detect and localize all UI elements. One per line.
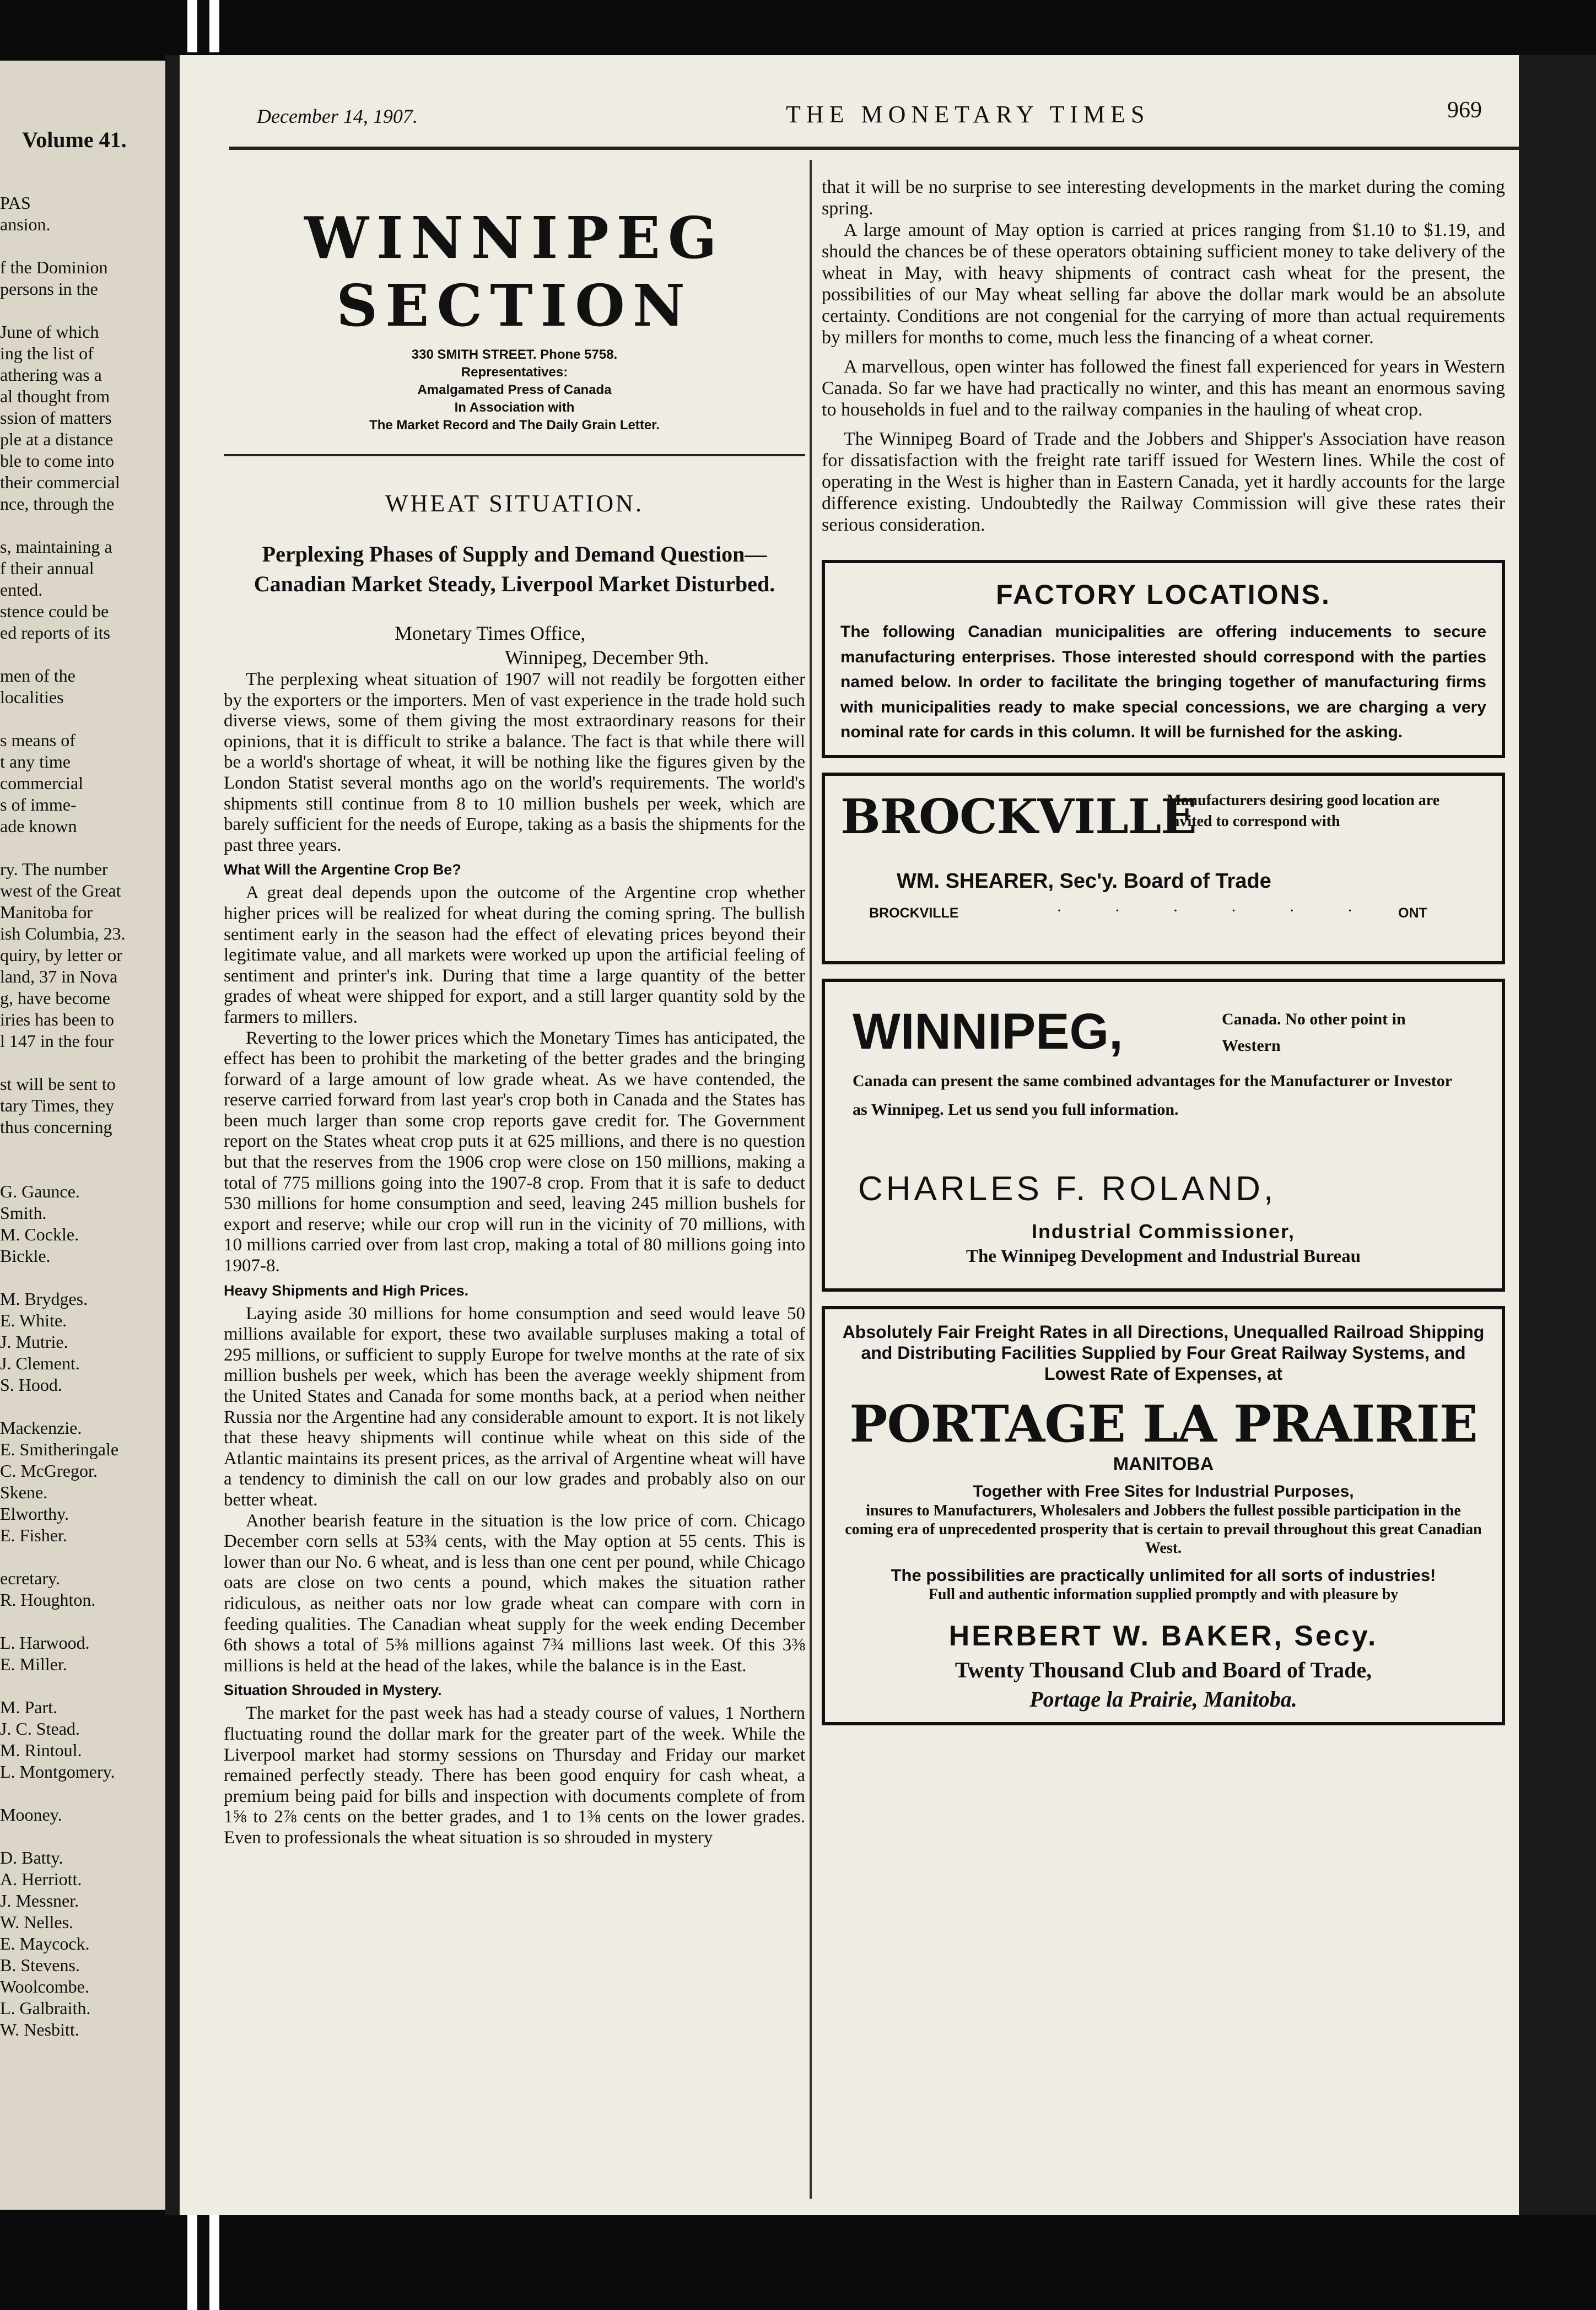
left-page-line: B. Stevens. bbox=[0, 1955, 80, 1975]
left-page-line bbox=[0, 644, 165, 665]
brockville-note: Manufacturers desiring good location are invited to correspond with bbox=[1167, 791, 1440, 830]
article-paragraph: A large amount of May option is carried at prices ranging from $1.10 to $1.19, and should the chances be of these operators obtaining sufficient money to take delivery of the wheat in May, with heavy shipments of contract cash wheat for the present, the possibilities of our May wheat selling far above the dollar mark would be an absolute certainty. Conditions are not congenial for the carrying of more than actual requirements by millers for months to come, much less the financing of a wheat corner. bbox=[822, 220, 1505, 348]
brockville-place: BROCKVILLE bbox=[869, 905, 959, 921]
left-page-line: ented. bbox=[0, 580, 43, 600]
portage-place: Portage la Prairie, Manitoba. bbox=[1029, 1686, 1297, 1712]
article-subhead: What Will the Argentine Crop Be? bbox=[224, 861, 461, 878]
factory-ad-title: FACTORY LOCATIONS. bbox=[996, 579, 1331, 610]
left-page-line: G. Gaunce. bbox=[0, 1181, 80, 1201]
portage-province: MANITOBA bbox=[1113, 1453, 1214, 1475]
winnipeg-contact: CHARLES F. ROLAND, bbox=[858, 1169, 1277, 1208]
left-page-line: M. Cockle. bbox=[0, 1224, 79, 1244]
article-subhead: Heavy Shipments and High Prices. bbox=[224, 1282, 469, 1299]
section-assoc: The Market Record and The Daily Grain Letter. bbox=[369, 418, 660, 433]
issue-date: December 14, 1907. bbox=[257, 105, 418, 127]
left-page-line: J. C. Stead. bbox=[0, 1719, 80, 1739]
dateline-place: Winnipeg, December 9th. bbox=[505, 646, 709, 668]
left-page-line: W. Nelles. bbox=[0, 1912, 74, 1932]
brockville-ad bbox=[822, 773, 1505, 964]
left-page-line: M. Part. bbox=[0, 1697, 57, 1717]
left-page-line bbox=[0, 171, 165, 192]
portage-club: Twenty Thousand Club and Board of Trade, bbox=[955, 1657, 1372, 1682]
portage-ad bbox=[822, 1306, 1505, 1725]
left-page-line: E. White. bbox=[0, 1310, 67, 1330]
article-paragraph: The market for the past week has had a steady course of values, 1 Northern fluctuating round the dollar mark for the greater part of the week. While the Liverpool market had stormy sessions on Thursday and Friday our market remained perfectly steady. There has been good enquiry for cash wheat, a premium being paid for bills and inspection with documents complete of from 1⅝ to 2⅞ cents on the better grades, and 1 to 1⅜ cents on the lower grades. Even to professionals the wheat situation is so shrouded in mystery bbox=[224, 1703, 805, 1848]
article-subhead: Situation Shrouded in Mystery. bbox=[224, 1682, 442, 1699]
left-page-line: west of the Great bbox=[0, 881, 121, 900]
left-page-line: L. Galbraith. bbox=[0, 1998, 91, 2018]
article-paragraph: Laying aside 30 millions for home consumption and seed would leave 50 millions available for export, these two available surpluses making a total of 295 millions, or sufficient to supply Europe for twelve months at the rate of six million bushels per week, which has been the average weekly shipment from the United States and Canada for some months back, at a period when neither Russia nor the Argentine had any considerable amount to export. It is not likely that these heavy shipments will continue while wheat on this side of the Atlantic maintains its present prices, as the arrival of Argentine wheat will have a tendency to diminish the call on our low grades and probably also on our better wheat. bbox=[224, 1303, 805, 1510]
winnipeg-side-text: Canada. No other point in Western bbox=[1222, 1010, 1406, 1055]
left-page-line bbox=[0, 1611, 165, 1632]
portage-possibilities: The possibilities are practically unlimited for all sorts of industries! bbox=[891, 1565, 1436, 1585]
left-page-line bbox=[0, 708, 165, 730]
left-page-line: J. Messner. bbox=[0, 1891, 79, 1910]
section-masthead bbox=[224, 346, 805, 434]
winnipeg-bureau: The Winnipeg Development and Industrial Bureau bbox=[966, 1246, 1361, 1266]
section-reps-label: Representatives: bbox=[461, 365, 568, 380]
left-page-line bbox=[0, 1052, 165, 1073]
left-page-line: ecretary. bbox=[0, 1568, 60, 1588]
running-header bbox=[257, 98, 1513, 138]
article-paragraph: A great deal depends upon the outcome of the Argentine crop whether higher prices will be realized for wheat during the coming spring. The bullish sentiment early in the season had the effect of elevating prices beyond their legitimate value, and all markets were worked up upon the artificial feeling of sentiment and printer's ink. During that time a large quantity of the better grades of wheat were shipped for export, and a still larger quantity sold by the farmers to millers. bbox=[224, 883, 805, 1027]
left-page-line: athering was a bbox=[0, 365, 102, 385]
left-page-line: ade known bbox=[0, 816, 77, 836]
left-page-line: E. Fisher. bbox=[0, 1525, 67, 1545]
left-page-line bbox=[0, 1396, 165, 1417]
dateline-office: Monetary Times Office, bbox=[395, 622, 586, 644]
column-rule bbox=[810, 160, 812, 2199]
binding-mark bbox=[209, 0, 219, 52]
left-page-line bbox=[0, 300, 165, 321]
left-page-line: f their annual bbox=[0, 558, 94, 578]
left-page-line: s of imme- bbox=[0, 795, 77, 814]
article-paragraph: The Winnipeg Board of Trade and the Jobbers and Shipper's Association have reason for dissatisfaction with the freight rate tariff issued for Western lines. While the cost of operating in the West is higher than in Eastern Canada, yet it hardly accounts for the large difference existing. Undoubtedly the Railway Commission will give these rates their serious consideration. bbox=[822, 429, 1505, 535]
left-page-line: C. McGregor. bbox=[0, 1461, 98, 1481]
binding-mark bbox=[209, 2215, 219, 2310]
article-paragraph: Another bearish feature in the situation is the low price of corn. Chicago December corn sells at 53¾ cents, with the May option at 55 cents. This is lower than our No. 6 wheat, and is less than one cent per pound, while Chicago oats are close on two cents a pound, which makes the situation rather ridiculous, as neither oats nor low grade wheat can compare with corn in feeding qualities. The Canadian wheat supply for the week ending December 6th shows a total of 5⅜ millions against 7¾ millions last week. Of this 3⅜ millions is held at the head of the lakes, while the balance is in the East. bbox=[224, 1510, 805, 1676]
binding-mark bbox=[187, 0, 197, 52]
factory-ad-body: The following Canadian municipalities are offering inducements to secure manufacturing enterprises. Those interested should correspond with the parties named below. In order to facilitate the bringing together of manufacturing firms with municipalities ready to make special concessions, we are charging a very nominal rate for cards in this column. It will be furnished for the asking. bbox=[840, 623, 1486, 741]
portage-secretary: HERBERT W. BAKER, Secy. bbox=[948, 1620, 1378, 1652]
left-page-line bbox=[0, 1826, 165, 1847]
left-page-line bbox=[0, 235, 165, 257]
left-page-line: L. Harwood. bbox=[0, 1633, 90, 1653]
left-page-line: their commercial bbox=[0, 472, 120, 492]
left-page-line: g, have become bbox=[0, 988, 110, 1008]
left-page-line: W. Nesbitt. bbox=[0, 2020, 79, 2039]
left-page-fragment bbox=[0, 61, 169, 2210]
left-volume: Volume 41. bbox=[22, 127, 127, 152]
portage-sites: Together with Free Sites for Industrial Purposes, bbox=[973, 1482, 1354, 1501]
section-assoc-label: In Association with bbox=[454, 400, 575, 415]
left-page-line: Mooney. bbox=[0, 1805, 62, 1825]
left-page-line: E. Maycock. bbox=[0, 1934, 90, 1953]
article-deck: Perplexing Phases of Supply and Demand Question—Canadian Market Steady, Liverpool Market Disturbed. bbox=[254, 542, 775, 596]
section-rule bbox=[224, 454, 805, 456]
left-page-line: E. Smitheringale bbox=[0, 1439, 119, 1459]
brockville-secretary: WM. SHEARER, Sec'y. Board of Trade bbox=[897, 869, 1271, 893]
left-page-line: ssion of matters bbox=[0, 408, 112, 428]
left-page-line bbox=[0, 1267, 165, 1288]
left-page-line: Manitoba for bbox=[0, 902, 93, 922]
brockville-province: ONT bbox=[1398, 905, 1427, 921]
brockville-leader-dots: · · · · · · bbox=[1056, 901, 1377, 920]
left-page-line: J. Mutrie. bbox=[0, 1332, 68, 1352]
left-page-line: June of which bbox=[0, 322, 99, 342]
left-page-line: ble to come into bbox=[0, 451, 115, 471]
article-paragraph: Reverting to the lower prices which the Monetary Times has anticipated, the effect has been to prohibit the marketing of the better grades and the bringing forward of a large amount of low grade wheat. As we have contended, the reserve carried forward from last year's crop both in Canada and the States has been much larger than some crop reports gave credit for. The Government report on the States wheat crop puts it at 625 millions, and there is no question but that the reserves from the 1906 crop were close on 150 millions, making a total of 775 millions going into the 1907-8 crop. From that it is safe to deduct 530 millions for home consumption and seed, leaving 245 million bushels for export and reserve; while our crop will run in the vicinity of 70 millions, with 10 millions carried over from last crop, making a total of 80 millions going into 1907-8. bbox=[224, 1028, 805, 1276]
left-column bbox=[224, 176, 805, 1848]
left-page-line: E. Miller. bbox=[0, 1654, 67, 1674]
brockville-name: BROCKVILLE bbox=[840, 789, 1196, 845]
left-page-line: thus concerning bbox=[0, 1117, 112, 1137]
winnipeg-name: WINNIPEG, bbox=[853, 1003, 1123, 1060]
left-page-line: commercial bbox=[0, 773, 84, 793]
page-number: 969 bbox=[1447, 98, 1482, 123]
left-page-line: Elworthy. bbox=[0, 1504, 69, 1524]
left-page-line: s means of bbox=[0, 730, 76, 750]
left-page-line: f the Dominion bbox=[0, 257, 108, 277]
dateline bbox=[224, 621, 805, 670]
article-paragraph: The perplexing wheat situation of 1907 will not readily be forgotten either by the exporters or the importers. Men of vast experience in the trade hold such diverse views, some of them giving the most extraordinary reasons for their opinions, that it is difficult to strike a balance. The fact is that while there will be a world's shortage of wheat, it will be nothing like the figures given by the London Statist several months ago on the world's requirements. The world's shipments still continue from 8 to 10 million bushels per week, which are barely sufficient for the needs of Europe, taking as a basis the shipments for the past three years. bbox=[224, 670, 805, 855]
left-page-line: S. Hood. bbox=[0, 1375, 62, 1395]
left-page-line: Mackenzie. bbox=[0, 1418, 82, 1438]
left-page-line: Woolcombe. bbox=[0, 1977, 89, 1996]
portage-top: Absolutely Fair Freight Rates in all Directions, Unequalled Railroad Shipping and Distributing Facilities Supplied by Four Great Railway Systems, and Lowest Rate of Expenses, at bbox=[842, 1321, 1485, 1384]
left-page-line: st will be sent to bbox=[0, 1074, 116, 1094]
winnipeg-role: Industrial Commissioner, bbox=[1031, 1219, 1296, 1243]
left-page-line: PAS bbox=[0, 193, 31, 213]
left-page-line: Bickle. bbox=[0, 1246, 51, 1266]
left-page-line: ing the list of bbox=[0, 343, 94, 363]
newspaper-page bbox=[180, 55, 1519, 2215]
left-page-line: land, 37 in Nova bbox=[0, 967, 118, 986]
left-page-line: ry. The number bbox=[0, 859, 108, 879]
left-page-line: Smith. bbox=[0, 1203, 47, 1223]
section-address: 330 SMITH STREET. Phone 5758. bbox=[411, 347, 618, 362]
section-reps: Amalgamated Press of Canada bbox=[417, 382, 612, 397]
left-page-text bbox=[0, 171, 165, 2041]
portage-info: Full and authentic information supplied promptly and with pleasure by bbox=[928, 1585, 1399, 1603]
left-page-line: Skene. bbox=[0, 1482, 48, 1502]
left-page-line bbox=[0, 1783, 165, 1804]
left-page-line bbox=[0, 1675, 165, 1697]
left-page-line: iries has been to bbox=[0, 1010, 115, 1029]
left-page-line: quiry, by letter or bbox=[0, 945, 122, 965]
left-page-line: J. Clement. bbox=[0, 1353, 80, 1373]
left-page-line: s, maintaining a bbox=[0, 537, 112, 557]
left-page-line: men of the bbox=[0, 666, 76, 686]
left-page-line: nce, through the bbox=[0, 494, 115, 514]
left-page-line: localities bbox=[0, 687, 64, 707]
article-paragraph: A marvellous, open winter has followed the finest fall experienced for years in Western Canada. So far we have had practically no winter, and this has meant an enormous saving to households in fuel and to the railway companies in the hauling of wheat crop. bbox=[822, 357, 1505, 420]
portage-name: PORTAGE LA PRAIRIE bbox=[849, 1394, 1478, 1454]
left-page-line bbox=[0, 837, 165, 859]
right-column bbox=[822, 176, 1505, 1725]
left-page-line: A. Herriott. bbox=[0, 1869, 82, 1889]
left-page-line: ple at a distance bbox=[0, 429, 114, 449]
section-title: WINNIPEG SECTION bbox=[304, 204, 725, 339]
left-page-line: ansion. bbox=[0, 214, 51, 234]
left-page-line: l 147 in the four bbox=[0, 1031, 114, 1051]
left-page-line bbox=[0, 1138, 165, 1159]
left-page-line: R. Houghton. bbox=[0, 1590, 96, 1610]
winnipeg-text: Canada can present the same combined advantages for the Manufacturer or Investor as Winnipeg. Let us send you full information. bbox=[853, 1071, 1452, 1119]
left-page-line: D. Batty. bbox=[0, 1848, 63, 1868]
left-page-line bbox=[0, 515, 165, 536]
left-page-line: al thought from bbox=[0, 386, 110, 406]
left-page-line: ed reports of its bbox=[0, 623, 110, 643]
left-page-line: M. Brydges. bbox=[0, 1289, 88, 1309]
publication-title: THE MONETARY TIMES bbox=[786, 101, 1150, 128]
portage-insures: insures to Manufacturers, Wholesalers and Jobbers the fullest possible participation in the coming era of unprecedented prosperity that is certain to prevail throughout this great Canadian West. bbox=[845, 1502, 1482, 1557]
left-page-line: M. Rintoul. bbox=[0, 1740, 82, 1760]
left-page-line: stence could be bbox=[0, 601, 109, 621]
article-title: WHEAT SITUATION. bbox=[385, 490, 644, 517]
header-rule bbox=[229, 147, 1519, 150]
page-edge bbox=[1519, 55, 1596, 2215]
left-page-line: ish Columbia, 23. bbox=[0, 924, 126, 943]
left-page-line: persons in the bbox=[0, 279, 98, 299]
factory-locations-ad bbox=[822, 560, 1505, 758]
left-page-line bbox=[0, 1159, 165, 1181]
left-page-line: tary Times, they bbox=[0, 1095, 115, 1115]
winnipeg-ad bbox=[822, 979, 1505, 1292]
left-page-line: L. Montgomery. bbox=[0, 1762, 115, 1782]
book-gutter bbox=[165, 55, 180, 2215]
binding-mark bbox=[187, 2215, 197, 2310]
article-paragraph: that it will be no surprise to see interesting developments in the market during the coming spring. bbox=[822, 177, 1505, 219]
left-page-line bbox=[0, 1546, 165, 1568]
left-page-line: t any time bbox=[0, 752, 71, 771]
